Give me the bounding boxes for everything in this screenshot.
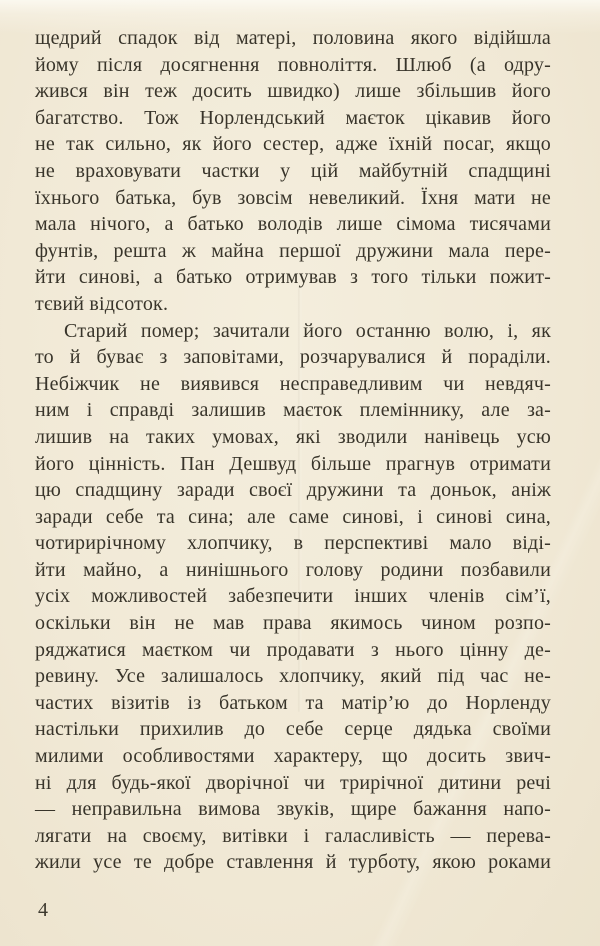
text-line: ним і справді залишив маєток племіннику, але за- [35,399,551,422]
text-line: цю спадщину заради своєї дружини та доньок, аніж [35,479,551,502]
text-line: заради себе та сина; але саме синові, і синові сина, [35,505,551,528]
text-line: чотирирічному хлопчику, в перспективі мало віді- [35,532,551,555]
text-line: Старий помер; зачитали його останню волю, і, як [64,319,551,342]
text-line: частих візитів із батьком та матір’ю до Норленду [35,691,551,714]
text-line: жили усе те добре ставлення й турботу, якою роками [35,851,551,874]
text-line: щедрий спадок від матері, половина якого відійшла [35,27,551,49]
text-line: не враховувати частки у цій майбутній спадщині [35,159,551,182]
text-line: Небіжчик не виявився несправедливим чи невдяч- [35,372,551,395]
text-line: йому після досягнення повноліття. Шлюб (а одру- [35,53,551,76]
page-text [35,25,551,876]
text-line: настільки прихилив до себе серце дядька своїми [35,718,551,741]
text-line: лягати на своєму, витівки і галасливість — перева- [35,824,551,847]
text-line: не так сильно, як його сестер, адже їхній посаг, якщо [35,133,551,156]
text-line: лишив на таких умовах, які зводили нанівець усю [35,425,551,448]
text-line: оскільки він не мав права якимось чином розпо- [35,612,551,635]
text-line: фунтів, решта ж майна першої дружини мала пере- [35,239,551,262]
text-line: — неправильна вимова звуків, щире бажання напо- [35,798,551,821]
text-line: ряджатися маєтком чи продавати з нього цінну де- [35,638,551,661]
text-line: ні для будь-якої дворічної чи трирічної дитини речі [35,771,551,794]
text-line: усіх можливостей забезпечити інших членів сім’ї, [35,585,551,608]
page-number: 4 [38,899,48,921]
text-line: йти синові, а батько отримував з того тільки пожит- [35,266,551,289]
text-line: його цінність. Пан Дешвуд більше прагнув отримати [35,452,551,475]
text-line: жився він теж досить швидко) лише збільшив його [35,80,551,103]
text-line: милими особливостями характеру, що досить звич- [35,745,551,768]
text-line: їхнього батька, був зовсім невеликий. Їхня мати не [35,186,551,209]
text-line: багатство. Тож Норлендський маєток цікавив його [35,106,551,129]
text-line: ревину. Усе залишалось хлопчику, який під час не- [35,665,551,688]
text-line: мала нічого, а батько володів лише сімома тисячами [35,213,551,236]
text-line: йти майно, а нинішнього голову родини позбавили [35,558,551,581]
text-line: то й буває з заповітами, розчарувалися й пораділи. [35,346,551,369]
text-line: тєвий відсоток. [35,292,169,315]
